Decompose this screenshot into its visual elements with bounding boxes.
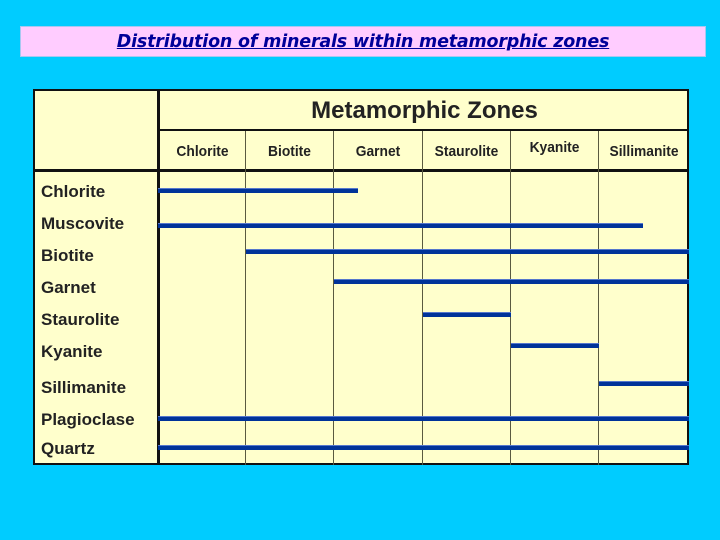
range-bar-staurolite [423, 312, 511, 317]
range-bar-chlorite [158, 188, 358, 193]
column-divider [510, 131, 511, 465]
range-bar-biotite [246, 249, 689, 254]
zone-header-garnet: Garnet [355, 142, 401, 160]
mineral-label-quartz: Quartz [41, 439, 95, 458]
zone-header-biotite: Biotite [268, 142, 311, 160]
mineral-label-garnet: Garnet [41, 278, 96, 297]
mineral-label-chlorite: Chlorite [41, 182, 106, 201]
range-bar-garnet [334, 279, 689, 284]
mineral-label-biotite: Biotite [41, 246, 94, 265]
mineral-label-staurolite: Staurolite [41, 310, 120, 329]
title-banner [20, 26, 706, 57]
zone-header-kyanite: Kyanite [529, 138, 580, 156]
mineral-label-kyanite: Kyanite [41, 342, 103, 361]
column-divider [245, 131, 246, 465]
zone-header-staurolite: Staurolite [434, 142, 499, 160]
mineral-label-sillimanite: Sillimanite [41, 378, 127, 397]
mineral-label-muscovite: Muscovite [41, 214, 125, 233]
range-bar-plagioclase [158, 416, 689, 421]
label-column-divider [157, 91, 160, 465]
column-divider [333, 131, 334, 465]
zone-header-sillimanite: Sillimanite [609, 142, 679, 160]
column-divider [598, 131, 599, 465]
range-bar-muscovite [158, 223, 643, 228]
range-bar-kyanite [511, 343, 599, 348]
zone-header-chlorite: Chlorite [176, 142, 229, 160]
column-divider [422, 131, 423, 465]
range-bar-quartz [158, 445, 689, 450]
zones-header: Metamorphic Zones [311, 97, 538, 124]
mineral-label-plagioclase: Plagioclase [41, 410, 135, 429]
slide-title: Distribution of minerals within metamorphic zones [116, 31, 610, 52]
range-bar-sillimanite [599, 381, 689, 386]
mineral-zone-table [33, 89, 689, 465]
